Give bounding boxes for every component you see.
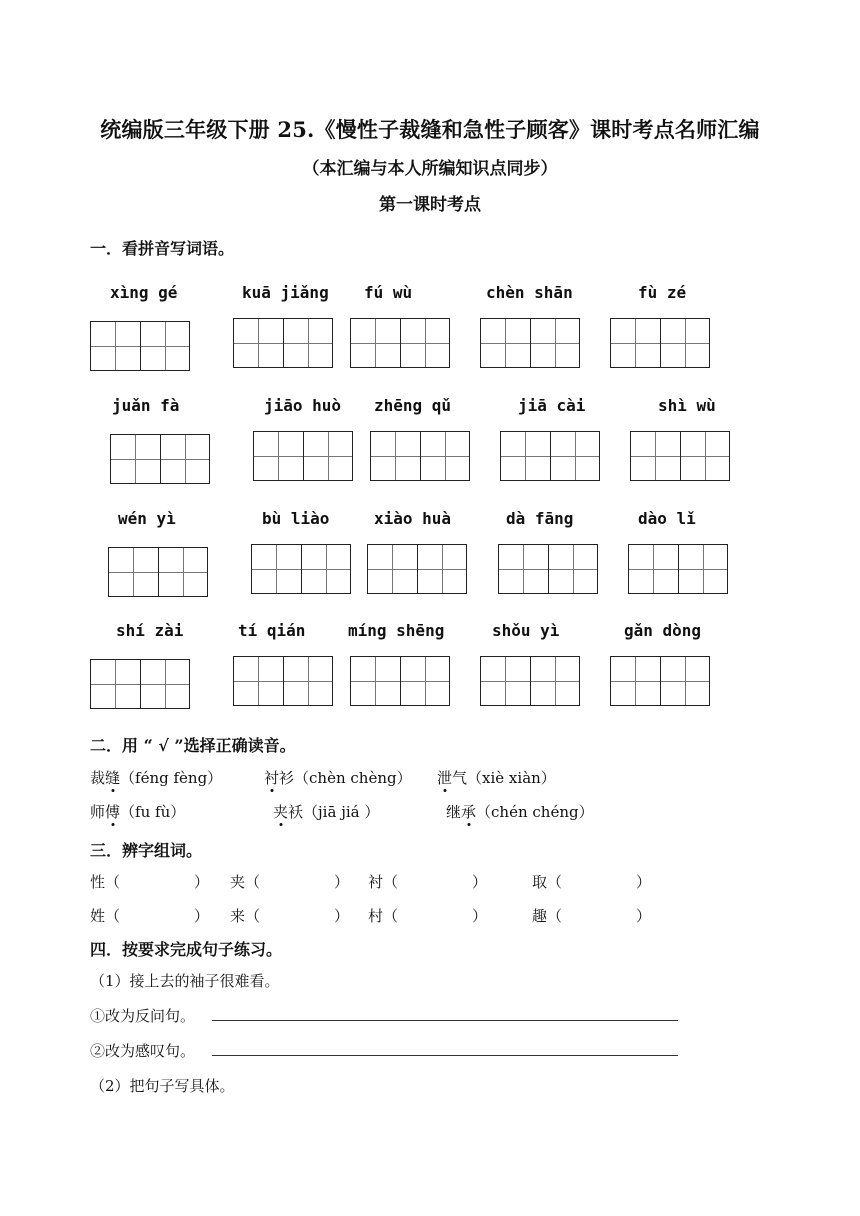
pronunciation-item[interactable]: 泄气（xiè xiàn） (437, 769, 556, 787)
pinyin-label: fú wù (364, 283, 413, 302)
section1-heading: 一．看拼音写词语。 (90, 239, 235, 258)
char-blank-open[interactable]: 衬（ (368, 873, 399, 891)
writing-grid[interactable] (233, 656, 333, 706)
pinyin-label: juǎn fà (112, 396, 180, 415)
lesson-title: 第一课时考点 (379, 195, 481, 215)
pinyin-label: tí qián (238, 621, 306, 640)
char-blank-close: ） (194, 873, 210, 891)
page-title: 统编版三年级下册 25.《慢性子裁缝和急性子顾客》课时考点名师汇编 (100, 117, 760, 142)
char-blank-close: ） (334, 907, 350, 925)
writing-grid[interactable] (110, 434, 210, 484)
question-1a-label: ①改为反问句。 (90, 1007, 196, 1025)
writing-grid[interactable] (480, 318, 580, 368)
pinyin-label: jiā cài (518, 396, 586, 415)
char-blank-close: ） (194, 907, 210, 925)
char-blank-open[interactable]: 取（ (532, 873, 563, 891)
pinyin-label: gǎn dòng (624, 621, 702, 640)
pinyin-label: dào lǐ (638, 509, 696, 528)
pinyin-label: wén yì (118, 509, 176, 528)
writing-grid[interactable] (253, 431, 353, 481)
writing-grid[interactable] (251, 544, 351, 594)
writing-grid[interactable] (628, 544, 728, 594)
char-blank-open[interactable]: 趣（ (532, 907, 563, 925)
writing-grid[interactable] (350, 318, 450, 368)
writing-grid[interactable] (610, 656, 710, 706)
section2-heading: 二．用 “ √ ”选择正确读音。 (90, 736, 296, 755)
pinyin-label: bù liào (262, 509, 330, 528)
pinyin-label: dà fāng (506, 509, 574, 528)
writing-grid[interactable] (610, 318, 710, 368)
writing-grid[interactable] (90, 321, 190, 371)
writing-grid[interactable] (90, 659, 190, 709)
pinyin-label: xìng gé (110, 283, 178, 302)
pinyin-label: míng shēng (348, 621, 445, 640)
char-blank-close: ） (472, 873, 488, 891)
question-1b-label: ②改为感叹句。 (90, 1042, 196, 1060)
question-1: （1）接上去的袖子很难看。 (90, 972, 280, 990)
page-subtitle: （本汇编与本人所编知识点同步） (302, 159, 558, 179)
pinyin-label: zhēng qǔ (374, 396, 452, 415)
pinyin-label: chèn shān (486, 283, 573, 302)
section3-heading: 三．辨字组词。 (90, 841, 203, 860)
pronunciation-item[interactable]: 裁缝（féng fèng） (90, 769, 223, 787)
pinyin-label: shǒu yì (492, 621, 560, 640)
writing-grid[interactable] (370, 431, 470, 481)
char-blank-close: ） (636, 907, 652, 925)
writing-grid[interactable] (480, 656, 580, 706)
pronunciation-item[interactable]: 衬衫（chèn chèng） (264, 769, 412, 787)
pronunciation-item[interactable]: 师傅（fu fù） (90, 803, 186, 821)
pinyin-label: jiāo huò (264, 396, 342, 415)
pronunciation-item[interactable]: 夹袄（jiā jiá ） (273, 803, 380, 821)
char-blank-open[interactable]: 性（ (90, 873, 121, 891)
pinyin-label: kuā jiǎng (242, 283, 329, 302)
pronunciation-item[interactable]: 继承（chén chéng） (446, 803, 594, 821)
question-2: （2）把句子写具体。 (90, 1077, 235, 1095)
answer-line[interactable] (212, 1002, 678, 1021)
writing-grid[interactable] (108, 547, 208, 597)
char-blank-open[interactable]: 村（ (368, 907, 399, 925)
char-blank-close: ） (636, 873, 652, 891)
pinyin-label: shí zài (116, 621, 184, 640)
writing-grid[interactable] (500, 431, 600, 481)
char-blank-open[interactable]: 姓（ (90, 907, 121, 925)
pinyin-label: shì wù (658, 396, 716, 415)
writing-grid[interactable] (367, 544, 467, 594)
char-blank-close: ） (334, 873, 350, 891)
char-blank-open[interactable]: 来（ (230, 907, 261, 925)
writing-grid[interactable] (630, 431, 730, 481)
pinyin-label: xiào huà (374, 509, 452, 528)
writing-grid[interactable] (233, 318, 333, 368)
answer-line[interactable] (212, 1037, 678, 1056)
section4-heading: 四．按要求完成句子练习。 (90, 940, 283, 959)
pinyin-label: fù zé (638, 283, 687, 302)
char-blank-close: ） (472, 907, 488, 925)
writing-grid[interactable] (498, 544, 598, 594)
char-blank-open[interactable]: 夹（ (230, 873, 261, 891)
writing-grid[interactable] (350, 656, 450, 706)
